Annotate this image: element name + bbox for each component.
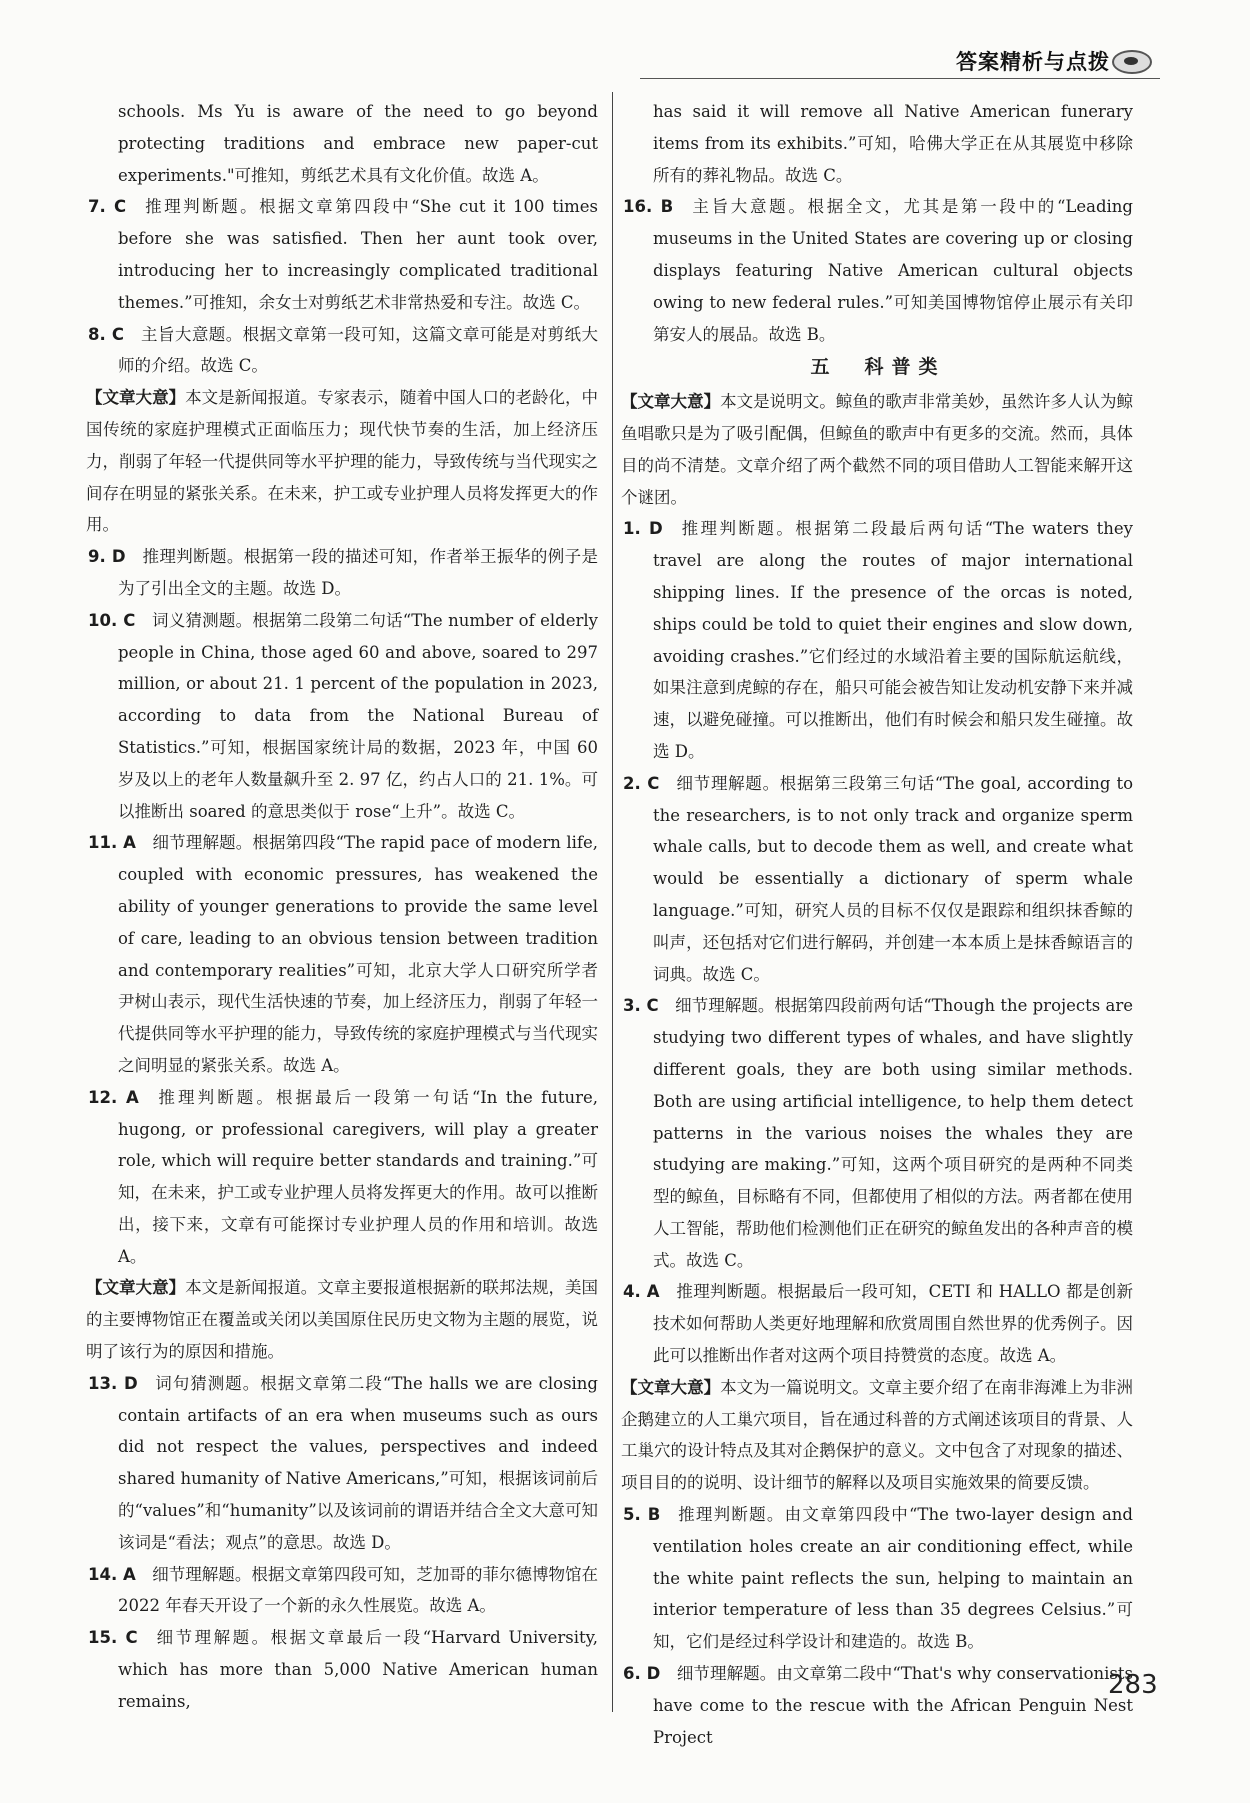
article-summary [86, 1272, 598, 1367]
answer-explanation: 细节理解题。由文章第二段中“That's why conservationists have come to the rescue with the African Penguin Nest Project [653, 1664, 1133, 1747]
answer-number: 7. C [88, 197, 127, 217]
answer-item [623, 768, 1133, 991]
answer-number: 15. C [88, 1628, 138, 1648]
answer-item [623, 1658, 1133, 1753]
answer-number: 9. D [88, 547, 126, 567]
answer-number: 10. C [88, 610, 136, 630]
answer-number: 11. A [88, 833, 136, 853]
book-logo-icon [1112, 50, 1152, 74]
summary-text: 本文是新闻报道。专家表示，随着中国人口的老龄化，中国传统的家庭护理模式正面临压力；现代快节奏的生活，加上经济压力，削弱了年轻一代提供同等水平护理的能力，导致传统与当代现实之间存在明显的紧张关系。在未来，护工或专业护理人员将发挥更大的作用。 [86, 388, 599, 535]
continued-text: has said it will remove all Native American funerary items from its exhibits.”可知，哈佛大学正在从其展览中移除所有的葬礼物品。故选 C。 [653, 102, 1133, 185]
answer-number: 2. C [623, 773, 660, 793]
continued-text: schools. Ms Yu is aware of the need to go beyond protecting traditions and embrace new paper-cut experiments."可推知，剪纸艺术具有文化价值。故选 A。 [118, 102, 598, 185]
column-divider [612, 92, 613, 1712]
answer-explanation: 细节理解题。根据文章最后一段“Harvard University, which has more than 5,000 Native American human remains, [118, 1628, 599, 1711]
right-column [623, 96, 1133, 1753]
answer-explanation: 推理判断题。由文章第四段中“The two-layer design and ventilation holes create an air conditioning effect, while the white paint reflects the sun, helping to maintain an interior temperature of less than 35 degrees Celsius.”可知，它们是经过科学设计和建造的。故选 B。 [653, 1505, 1133, 1652]
answer-explanation: 推理判断题。根据文章第四段中“She cut it 100 times before she was satisfied. Then her aunt took over, introducing her to increasingly complicated traditional themes.”可推知，余女士对剪纸艺术非常热爱和专注。故选 C。 [118, 197, 598, 312]
answer-item [623, 1276, 1133, 1371]
article-summary [86, 382, 598, 541]
answer-explanation: 细节理解题。根据第三段第三句话“The goal, according to the researchers, is to not only track and organize sperm whale calls, but to decode them as well, and create what would be essentially a dictionary of sperm whale language.”可知，研究人员的目标不仅仅是跟踪和组织抹香鲸的叫声，还包括对它们进行解码，并创建一本本质上是抹香鲸语言的词典。故选 C。 [653, 773, 1134, 984]
answer-item [88, 1368, 598, 1559]
answer-item [623, 1499, 1133, 1658]
answer-explanation: 主旨大意题。根据全文，尤其是第一段中的“Leading museums in the United States are covering up or closing displays featuring Native American cultural objects owing to new federal rules.”可知美国博物馆停止展示有关印第安人的展品。故选 B。 [653, 197, 1133, 344]
answer-item [88, 827, 598, 1081]
page-header [0, 40, 1160, 80]
answer-number: 4. A [623, 1282, 660, 1302]
answer-item [88, 1622, 598, 1717]
answer-explanation: 词句猜测题。根据文章第二段“The halls we are closing contain artifacts of an era when museums such as ours did not respect the values, perspectives and indeed shared humanity of Native Americans,”可知，根据该词前后的“values”和“humanity”以及该词前的谓语并结合全文大意可知该词是“看法；观点”的意思。故选 D。 [118, 1373, 598, 1552]
article-summary [621, 386, 1133, 513]
answer-item [88, 319, 598, 383]
answer-item [88, 1082, 598, 1273]
header-title: 答案精析与点拨 [956, 50, 1110, 74]
answer-number: 12. A [88, 1087, 139, 1107]
answer-explanation: 细节理解题。根据第四段“The rapid pace of modern life, coupled with economic pressures, has weakened the ability of younger generations to provide the same level of care, leading to an obvious tension between tradition and contemporary realities”可知，北京大学人口研究所学者尹树山表示，现代生活快速的节奏，加上经济压力，削弱了年轻一代提供同等水平护理的能力，导致传统的家庭护理模式与当代现实之间明显的紧张关系。故选 A。 [118, 833, 598, 1075]
answer-explanation: 推理判断题。根据最后一段可知，CETI 和 HALLO 都是创新技术如何帮助人类更好地理解和欣赏周围自然世界的优秀例子。因此可以推断出作者对这两个项目持赞赏的态度。故选 A。 [653, 1282, 1133, 1366]
answer-number: 3. C [623, 996, 659, 1016]
answer-item [88, 605, 598, 828]
answer-item [88, 191, 598, 318]
summary-tag: 【文章大意】 [621, 1377, 721, 1397]
section-title: 五 科普类 [810, 356, 946, 379]
answer-number: 1. D [623, 519, 663, 539]
left-column [88, 96, 598, 1718]
answer-number: 13. D [88, 1373, 138, 1393]
answer-item [88, 1559, 598, 1623]
summary-text: 本文是说明文。鲸鱼的歌声非常美妙，虽然许多人认为鲸鱼唱歌只是为了吸引配偶，但鲸鱼的歌声中有更多的交流。然而，具体目的尚不清楚。文章介绍了两个截然不同的项目借助人工智能来解开这个谜团。 [621, 392, 1134, 507]
answer-explanation: 推理判断题。根据最后一段第一句话“In the future, hugong, or professional caregivers, will play a greater role, which will require better standards and training.”可知，在未来，护工或专业护理人员将发挥更大的作用。故可以推断出，接下来，文章有可能探讨专业护理人员的作用和培训。故选 A。 [118, 1087, 599, 1266]
answer-item [623, 191, 1133, 350]
summary-text: 本文是新闻报道。文章主要报道根据新的联邦法规，美国的主要博物馆正在覆盖或关闭以美国原住民历史文物为主题的展览，说明了该行为的原因和措施。 [86, 1278, 599, 1362]
answer-number: 5. B [623, 1505, 661, 1525]
page-number: 283 [1108, 1670, 1158, 1700]
header-rule [640, 78, 1160, 79]
answer-explanation: 推理判断题。根据第一段的描述可知，作者举王振华的例子是为了引出全文的主题。故选 D。 [118, 547, 598, 598]
summary-text: 本文为一篇说明文。文章主要介绍了在南非海滩上为非洲企鹅建立的人工巢穴项目，旨在通过科普的方式阐述该项目的背景、人工巢穴的设计特点及其对企鹅保护的意义。文中包含了对现象的描述、项目目的的说明、设计细节的解释以及项目实施效果的简要反馈。 [621, 1377, 1134, 1493]
answer-explanation: 细节理解题。根据第四段前两句话“Though the projects are studying two different types of whales, and have slightly different goals, they are both using similar methods. Both are using artificial intelligence, to help them detect patterns in the various noises the whales they are studying are making.”可知，这两个项目研究的是两种不同类型的鲸鱼，目标略有不同，但都使用了相似的方法。两者都在使用人工智能，帮助他们检测他们正在研究的鲸鱼发出的各种声音的模式。故选 C。 [653, 996, 1133, 1270]
summary-tag: 【文章大意】 [621, 392, 721, 412]
answer-item [623, 990, 1133, 1276]
answer-number: 14. A [88, 1564, 136, 1584]
answer-number: 16. B [623, 197, 674, 217]
answer-explanation: 词义猜测题。根据第二段第二句话“The number of elderly people in China, those aged 60 and above, soared to 297 million, or about 21. 1 percent of the population in 2023, according to data from the National Bureau of Statistics.”可知，根据国家统计局的数据，2023 年，中国 60 岁及以上的老年人数量飙升至 2. 97 亿，约占人口的 21. 1%。可以推断出 soared 的意思类似于 rose“上升”。故选 C。 [118, 610, 599, 821]
answer-item [623, 513, 1133, 767]
answer-explanation: 主旨大意题。根据文章第一段可知，这篇文章可能是对剪纸大师的介绍。故选 C。 [118, 324, 598, 376]
summary-tag: 【文章大意】 [86, 1278, 186, 1298]
answer-explanation: 推理判断题。根据第二段最后两句话“The waters they travel are along the routes of major international shipping lines. If the presence of the orcas is noted, ships could be told to quiet their engines and slow down, avoiding crashes.”它们经过的水域沿着主要的国际航运航线，如果注意到虎鲸的存在，船只可能会被告知让发动机安静下来并减速，以避免碰撞。可以推断出，他们有时候会和船只发生碰撞。故选 D。 [653, 519, 1133, 761]
answer-number: 6. D [623, 1664, 661, 1684]
summary-tag: 【文章大意】 [86, 388, 186, 408]
article-summary [621, 1372, 1133, 1499]
answer-explanation: 细节理解题。根据文章第四段可知，芝加哥的菲尔德博物馆在 2022 年春天开设了一个新的永久性展览。故选 A。 [118, 1564, 599, 1616]
answer-item [88, 541, 598, 605]
answer-number: 8. C [88, 324, 125, 344]
